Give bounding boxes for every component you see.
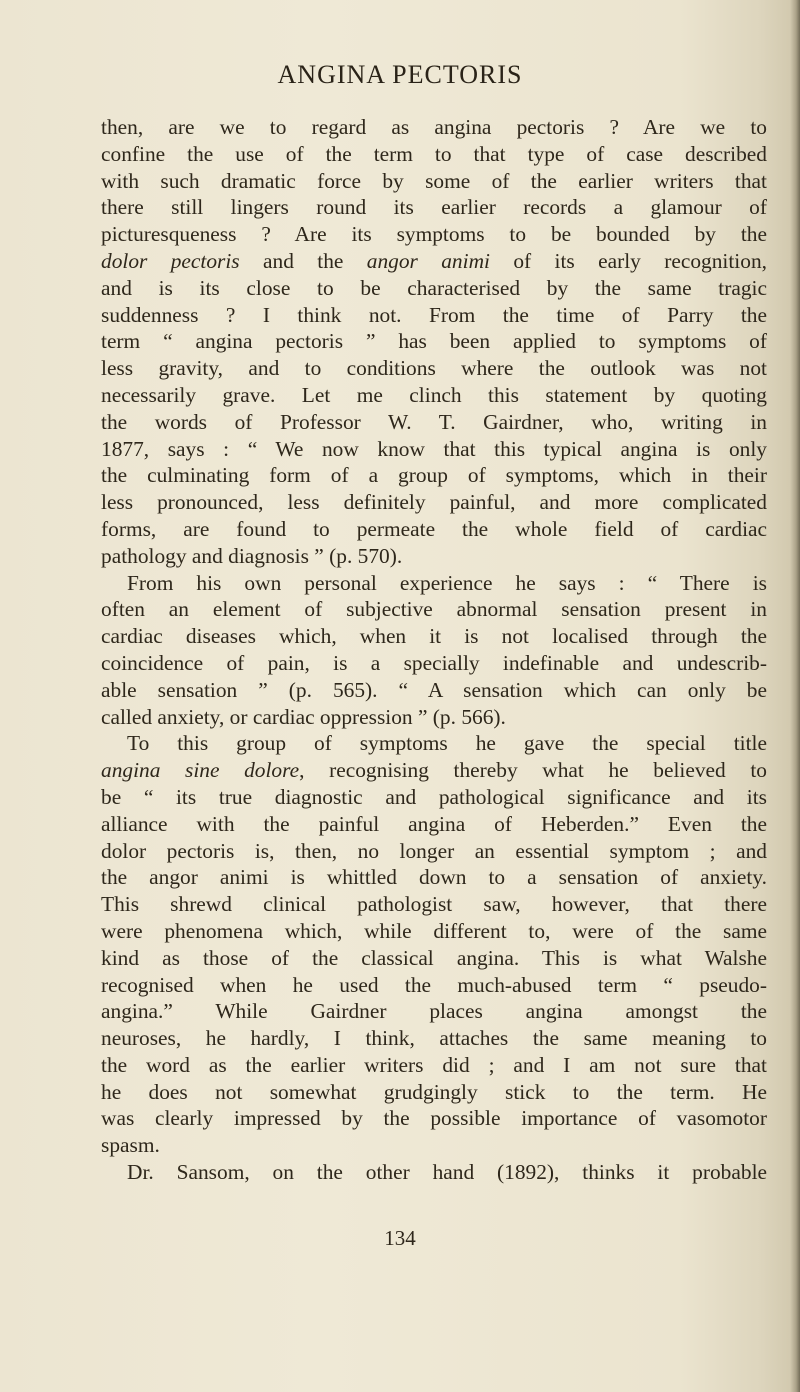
- body-text: [101, 114, 767, 1186]
- page-edge-shadow: [790, 0, 800, 1392]
- text-line: forms, are found to permeate the whole field of cardiac: [101, 516, 767, 541]
- text-line: confine the use of the term to that type of case described: [101, 141, 767, 166]
- text-line: coincidence of pain, is a specially indefinable and undescrib-: [101, 650, 767, 675]
- text-line: suddenness ? I think not. From the time of Parry the: [101, 302, 767, 327]
- text-line: This shrewd clinical pathologist saw, however, that there: [101, 892, 767, 917]
- text-line: neuroses, he hardly, I think, attaches the same meaning to: [101, 1026, 767, 1051]
- text-line: less gravity, and to conditions where the outlook was not: [101, 356, 767, 381]
- text-line: often an element of subjective abnormal sensation present in: [101, 597, 767, 622]
- text-line: To this group of symptoms he gave the special title: [127, 731, 767, 756]
- text-line: term “ angina pectoris ” has been applied to symptoms of: [101, 329, 767, 354]
- text-line: picturesqueness ? Are its symptoms to be bounded by the: [101, 222, 767, 247]
- text-line: the word as the earlier writers did ; and I am not sure that: [101, 1052, 767, 1077]
- text-line: angina sine dolore, recognising thereby what he believed to: [101, 758, 767, 783]
- text-line: the words of Professor W. T. Gairdner, who, writing in: [101, 409, 767, 434]
- running-head: ANGINA PECTORIS: [277, 60, 523, 89]
- text-line: were phenomena which, while different to, were of the same: [101, 918, 767, 943]
- text-line: he does not somewhat grudgingly stick to the term. He: [101, 1079, 767, 1104]
- text-line: be “ its true diagnostic and pathological significance and its: [101, 784, 767, 809]
- text-line: able sensation ” (p. 565). “ A sensation which can only be: [101, 677, 767, 702]
- text-line: pathology and diagnosis ” (p. 570).: [101, 543, 403, 568]
- text-line: recognised when he used the much-abused term “ pseudo-: [101, 972, 767, 997]
- text-line: there still lingers round its earlier records a glamour of: [101, 195, 767, 220]
- text-line: Dr. Sansom, on the other hand (1892), thinks it probable: [127, 1160, 767, 1185]
- page-number: 134: [384, 1226, 416, 1250]
- text-line: less pronounced, less definitely painful, and more complicated: [101, 490, 767, 515]
- text-line: angina.” While Gairdner places angina amongst the: [101, 999, 767, 1024]
- text-line: dolor pectoris is, then, no longer an essential symptom ; and: [101, 838, 767, 863]
- text-line: From his own personal experience he says : “ There is: [127, 570, 767, 595]
- text-line: alliance with the painful angina of Heberden.” Even the: [101, 811, 767, 836]
- text-line: the culminating form of a group of symptoms, which in their: [101, 463, 767, 488]
- text-line: kind as those of the classical angina. This is what Walshe: [101, 945, 767, 970]
- text-line: then, are we to regard as angina pectoris ? Are we to: [101, 115, 767, 139]
- text-line: 1877, says : “ We now know that this typical angina is only: [101, 436, 767, 461]
- text-line: with such dramatic force by some of the earlier writers that: [101, 168, 767, 193]
- text-line: called anxiety, or cardiac oppression ” (p. 566).: [101, 704, 506, 729]
- text-line: spasm.: [101, 1133, 160, 1158]
- text-line: dolor pectoris and the angor animi of its early recognition,: [101, 248, 767, 273]
- text-line: and is its close to be characterised by the same tragic: [101, 275, 767, 300]
- text-line: necessarily grave. Let me clinch this statement by quoting: [101, 382, 767, 407]
- text-line: the angor animi is whittled down to a sensation of anxiety.: [101, 865, 767, 890]
- text-line: cardiac diseases which, when it is not localised through the: [101, 624, 767, 649]
- text-line: was clearly impressed by the possible importance of vasomotor: [101, 1106, 767, 1131]
